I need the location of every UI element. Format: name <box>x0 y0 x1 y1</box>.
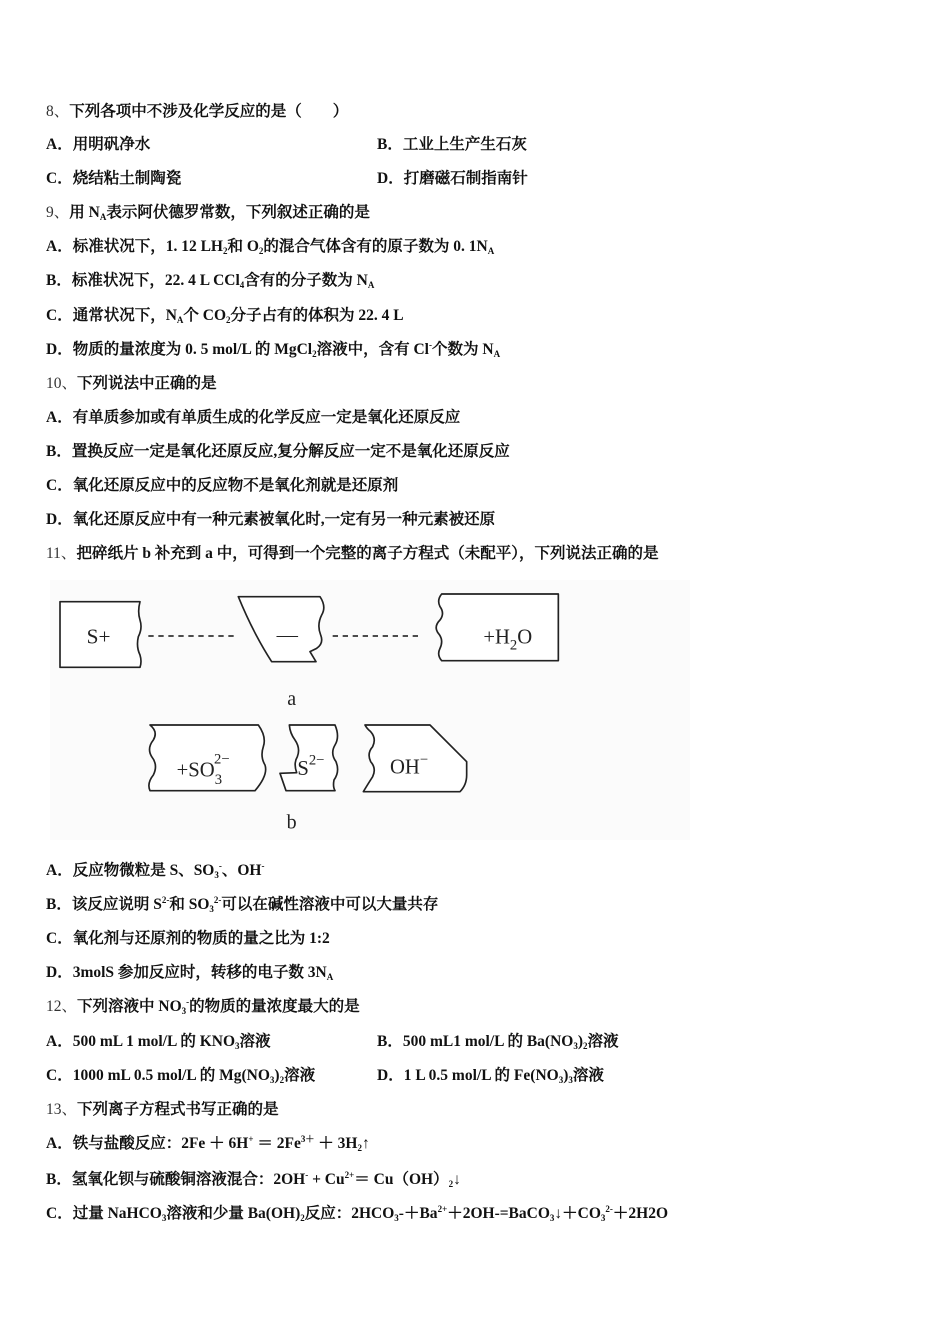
text-run: 的物质的量浓度最大的是 <box>189 998 360 1015</box>
piece-b1 <box>149 725 266 791</box>
text-run: B．标准状况下，22. 4 L CCl <box>46 272 240 289</box>
q8-option-b <box>377 135 527 155</box>
subscript: A <box>493 349 501 359</box>
text-run: ＋ 3H <box>314 1135 358 1152</box>
subscript: 3 <box>573 1041 578 1051</box>
subscript: A <box>487 246 495 256</box>
text-run: D．3molS 参加反应时，转移的电子数 3N <box>46 964 327 981</box>
q12-option-b <box>377 1032 619 1052</box>
text-run: 下列各项中不涉及化学反应的是（ ） <box>69 103 349 120</box>
text-run: 个 CO <box>183 307 227 324</box>
q11-paper-pieces-figure <box>50 580 690 840</box>
superscript: - <box>218 861 222 871</box>
q10-stem <box>46 374 217 394</box>
piece-a3 <box>436 594 558 661</box>
subscript: 3 <box>394 1213 399 1223</box>
text-run: ↓ <box>453 1171 461 1188</box>
question-number: 8、 <box>46 103 70 120</box>
piece-b3-text: OH− <box>390 752 429 779</box>
superscript: 2- <box>161 895 170 905</box>
superscript: 3＋ <box>300 1134 315 1144</box>
text-run: ↓＋CO <box>554 1205 601 1222</box>
question-number: 10、 <box>46 375 78 392</box>
text-run: B．工业上生产生石灰 <box>377 136 527 153</box>
question-number: 12、 <box>46 998 78 1015</box>
text-run: + Cu <box>308 1171 345 1188</box>
text-run: 下列说法中正确的是 <box>77 375 217 392</box>
text-run: A．反应物微粒是 S、SO <box>46 862 215 879</box>
q13-option-a <box>46 1134 370 1154</box>
text-run: 和 O <box>227 238 259 255</box>
subscript: 3 <box>600 1213 606 1223</box>
q13-option-b <box>46 1170 461 1190</box>
text-run: ) <box>274 1067 280 1084</box>
piece-a2-text: — <box>276 622 298 647</box>
text-run: 溶液和少量 Ba(OH) <box>166 1205 301 1222</box>
q9-option-a <box>46 237 494 257</box>
text-run: 个数为 N <box>431 341 494 358</box>
piece-a1 <box>60 602 141 668</box>
label-a: a <box>287 688 297 710</box>
text-run: 溶液 <box>587 1033 619 1050</box>
text-run: 下列溶液中 NO <box>77 998 182 1015</box>
text-run: A．500 mL 1 mol/L 的 KNO <box>46 1033 236 1050</box>
text-run: 用 N <box>69 204 100 221</box>
text-run: 表示阿伏德罗常数，下列叙述正确的是 <box>106 204 370 221</box>
q11-option-c <box>46 929 330 949</box>
text-run: C．1000 mL 0.5 mol/L 的 Mg(NO <box>46 1067 270 1084</box>
text-run: D．物质的量浓度为 0. 5 mol/L 的 MgCl <box>46 341 313 358</box>
text-run: -＋Ba <box>398 1205 438 1222</box>
q8-stem <box>46 102 348 122</box>
subscript: A <box>367 280 375 290</box>
piece-b3 <box>363 725 466 792</box>
text-run: D．1 L 0.5 mol/L 的 Fe(NO <box>377 1067 559 1084</box>
text-run: D．打磨磁石制指南针 <box>377 170 528 187</box>
q12-option-a <box>46 1032 271 1052</box>
subscript: 3 <box>269 1075 275 1085</box>
text-run: B．氢氧化钡与硫酸铜溶液混合：2OH <box>46 1171 306 1188</box>
subscript: 3 <box>181 1006 187 1016</box>
q10-option-d <box>46 510 495 530</box>
subscript: A <box>326 972 334 982</box>
text-run: 溶液 <box>284 1067 316 1084</box>
superscript: - <box>305 1170 309 1180</box>
text-run: A．用明矾净水 <box>46 136 151 153</box>
text-run: 含有的分子数为 N <box>244 272 368 289</box>
subscript: 3 <box>209 904 214 914</box>
subscript: 3 <box>161 1213 167 1223</box>
subscript: 2 <box>222 246 228 256</box>
text-run: 、OH <box>221 862 262 879</box>
text-run: C．通常状况下，N <box>46 307 177 324</box>
text-run: 溶液中，含有 Cl <box>316 341 429 358</box>
text-run: 把碎纸片 b 补充到 a 中，可得到一个完整的离子方程式（未配平），下列说法正确的是 <box>76 545 659 562</box>
text-run: ＋2H2O <box>612 1205 669 1222</box>
q11-stem <box>46 544 659 564</box>
subscript: A <box>99 212 107 222</box>
q8-option-d <box>377 169 528 189</box>
subscript: 2 <box>279 1075 285 1085</box>
q9-option-c <box>46 306 404 326</box>
question-number: 11、 <box>46 545 77 562</box>
piece-a2 <box>238 597 323 662</box>
subscript: 2 <box>258 246 264 256</box>
text-run: ＋2OH-=BaCO <box>447 1205 550 1222</box>
subscript: 2 <box>312 349 317 359</box>
text-run: ＝ 2Fe <box>253 1135 301 1152</box>
q10-option-b <box>46 442 510 462</box>
text-run: A．标准状况下，1. 12 LH <box>46 238 223 255</box>
subscript: 2 <box>300 1213 305 1223</box>
q9-option-b <box>46 271 374 291</box>
text-run: 的混合气体含有的原子数为 0. 1N <box>263 238 488 255</box>
subscript: 2 <box>448 1179 454 1189</box>
text-run: ↑ <box>361 1135 370 1152</box>
text-run: B．该反应说明 S <box>46 896 162 913</box>
text-run: 和 SO <box>169 896 210 913</box>
text-run: 溶液 <box>239 1033 271 1050</box>
question-number: 9、 <box>46 204 70 221</box>
q10-option-a <box>46 408 460 428</box>
subscript: 4 <box>239 280 245 290</box>
text-run: 下列离子方程式书写正确的是 <box>77 1101 279 1118</box>
piece-b2-text: $S^{2-}$ <box>297 752 325 780</box>
superscript: 2+ <box>344 1170 355 1180</box>
q13-option-c <box>46 1204 668 1224</box>
superscript: 2- <box>605 1204 613 1214</box>
subscript: 3 <box>549 1213 555 1223</box>
q11-option-b <box>46 895 438 915</box>
superscript: - <box>428 340 432 350</box>
text-run: ) <box>577 1033 584 1050</box>
q9-option-d <box>46 340 500 360</box>
subscript: 3 <box>568 1075 573 1085</box>
text-run: C．氧化还原反应中的反应物不是氧化剂就是还原剂 <box>46 477 399 494</box>
superscript: + <box>248 1134 254 1144</box>
q8-option-a <box>46 135 150 155</box>
q13-stem <box>46 1100 279 1120</box>
q8-option-c <box>46 169 181 189</box>
q10-option-c <box>46 476 398 496</box>
q12-option-d <box>377 1066 604 1086</box>
q11-option-a <box>46 861 265 881</box>
subscript: 3 <box>214 870 219 880</box>
piece-a3-text: $+H_2O$ <box>483 626 533 654</box>
text-run: C．氧化剂与还原剂的物质的量之比为 1:2 <box>46 930 330 947</box>
text-run: 溶液 <box>572 1067 604 1084</box>
subscript: 2 <box>583 1041 588 1051</box>
piece-b1-text: $+SO_32-$ <box>176 751 230 788</box>
text-run: A．铁与盐酸反应：2Fe ＋ 6H <box>46 1135 249 1152</box>
superscript: - <box>186 997 190 1007</box>
text-run: D．氧化还原反应中有一种元素被氧化时,一定有另一种元素被还原 <box>46 511 496 528</box>
piece-a1-text: S+ <box>86 624 111 649</box>
label-b: b <box>286 811 297 834</box>
q12-stem <box>46 997 360 1017</box>
text-run: C．烧结粘土制陶瓷 <box>46 170 182 187</box>
superscript: 2+ <box>437 1204 448 1214</box>
text-run: A．有单质参加或有单质生成的化学反应一定是氧化还原反应 <box>46 409 461 426</box>
text-run: 分子占有的体积为 22. 4 L <box>230 307 404 324</box>
question-number: 13、 <box>46 1101 78 1118</box>
q9-stem <box>46 203 370 223</box>
superscript: - <box>261 861 265 871</box>
text-run: ＝ Cu（OH） <box>354 1171 449 1188</box>
text-run: 可以在碱性溶液中可以大量共存 <box>221 896 439 913</box>
q11-option-d <box>46 963 333 983</box>
text-run: B．置换反应一定是氧化还原反应,复分解反应一定不是氧化还原反应 <box>46 443 510 460</box>
subscript: 3 <box>558 1075 564 1085</box>
subscript: 2 <box>226 315 231 325</box>
superscript: 2- <box>213 895 222 905</box>
text-run: ) <box>563 1067 569 1084</box>
subscript: 3 <box>235 1041 240 1051</box>
piece-b2 <box>280 725 338 791</box>
text-run: B．500 mL1 mol/L 的 Ba(NO <box>377 1033 574 1050</box>
text-run: 反应：2HCO <box>304 1205 395 1222</box>
subscript: A <box>176 315 184 325</box>
subscript: 2 <box>357 1143 362 1153</box>
q12-option-c <box>46 1066 315 1086</box>
text-run: C．过量 NaHCO <box>46 1205 162 1222</box>
